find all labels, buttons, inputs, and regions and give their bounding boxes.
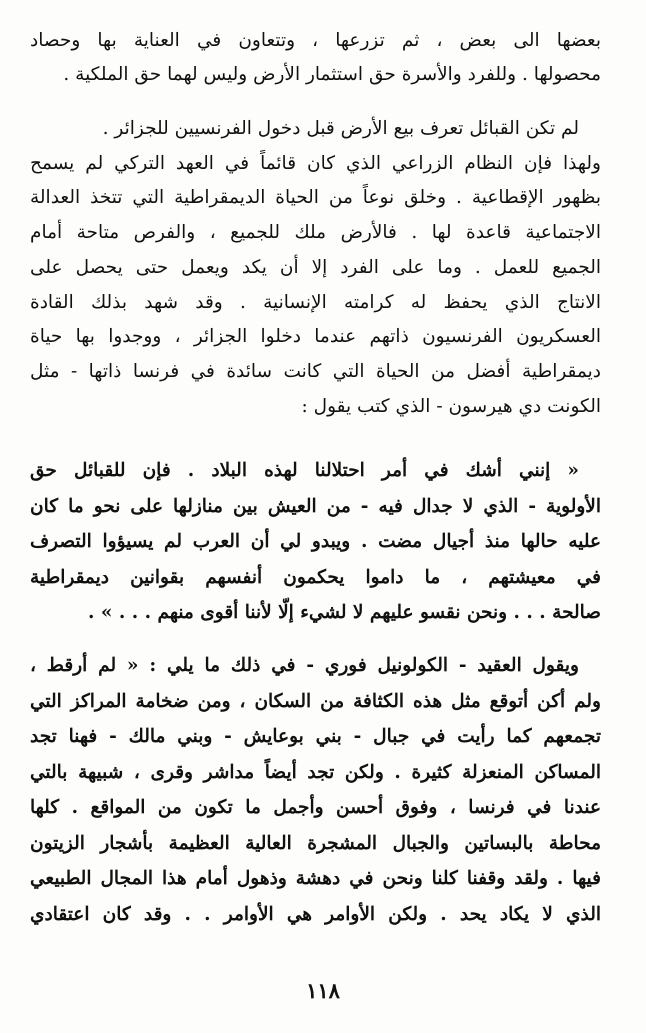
text-line: تجمعهم كما رأيت في جبال - بني بوعايش - وبني مالك - فهنا تجد bbox=[30, 726, 601, 747]
text-line: محصولها . وللفرد والأسرة حق استثمار الأرض وليس لهما حق الملكية . bbox=[63, 64, 601, 86]
text-line: صالحة . . . ونحن نقسو عليهم لا لشيء إلّا لأننا أقوى منهم . . . » . bbox=[87, 602, 601, 623]
text-line: الأولوية - الذي لا جدال فيه - من العيش بين منازلها على نحو ما كان bbox=[30, 495, 601, 517]
text-line: عندنا في فرنسا ، وفوق أحسن وأجمل ما تكون من المواقع . كلها bbox=[30, 797, 601, 818]
paragraph-3 bbox=[30, 648, 601, 932]
text-line: ولم أكن أتوقع مثل هذه الكثافة من السكان ، ومن ضخامة المراكز التي bbox=[30, 690, 601, 712]
text-line: الجميع للعمل . وما على الفرد إلا أن يكد ويعمل حتى يحصل على bbox=[30, 256, 601, 278]
quote-paragraph bbox=[30, 453, 601, 631]
text-line: العسكريون الفرنسيون ذاتهم عندما دخلوا الجزائر ، ووجدوا بها حياة bbox=[30, 326, 601, 348]
text-line: عليه حالها منذ أجيال مضت . ويبدو لي أن العرب لم يسيؤوا التصرف bbox=[30, 531, 601, 552]
text-line: المساكن المنعزلة كثيرة . ولكن تجد أيضاً مداشر وقرى ، شبيهة بالتي bbox=[30, 761, 601, 783]
page-number: ١١٨ bbox=[306, 978, 340, 1003]
text-line: الذي لا يكاد يحد . ولكن الأوامر هي الأوامر . . وقد كان اعتقادي bbox=[30, 903, 601, 925]
text-line: لم تكن القبائل تعرف بيع الأرض قبل دخول الفرنسيين للجزائر . bbox=[102, 118, 579, 139]
text-line: ويقول العقيد - الكولونيل فوري - في ذلك ما يلي : « لم أرقط ، bbox=[30, 655, 579, 676]
text-line: في معيشتهم ، ما داموا يحكمون أنفسهم بقوانين ديمقراطية bbox=[30, 566, 601, 588]
text-line: الاجتماعية قاعدة لها . فالأرض ملك للجميع ، والفرص متاحة أمام bbox=[30, 222, 601, 244]
text-line: ديمقراطية أفضل من الحياة التي كانت سائدة في فرنسا ذاتها - مثل bbox=[30, 360, 601, 382]
text-line: بعضها الى بعض ، ثم تزرعها ، وتتعاون في العناية بها وحصاد bbox=[30, 30, 601, 51]
paragraph-1 bbox=[30, 24, 601, 92]
text-line: « إنني أشك في أمر احتلالنا لهذه البلاد . فإن للقبائل حق bbox=[30, 460, 579, 481]
text-line: الكونت دي هيرسون - الذي كتب يقول : bbox=[301, 395, 601, 417]
text-line: الانتاج الذي يحفظ له كرامته الإنسانية . وقد شهد بذلك القادة bbox=[30, 291, 601, 313]
paragraph-2 bbox=[30, 112, 601, 424]
text-line: بظهور الإقطاعية . وخلق نوعاً من الحياة الديمقراطية التي تتخذ العدالة bbox=[30, 187, 601, 209]
text-line: ولهذا فإن النظام الزراعي الذي كان قائماً في العهد التركي لم يسمح bbox=[30, 152, 601, 174]
text-line: فيها . ولقد وقفنا كلنا ونحن في دهشة وذهول أمام هذا المجال الطبيعي bbox=[30, 868, 601, 889]
text-line: محاطة بالبساتين والجبال المشجرة العالية العظيمة بأشجار الزيتون bbox=[30, 832, 601, 854]
